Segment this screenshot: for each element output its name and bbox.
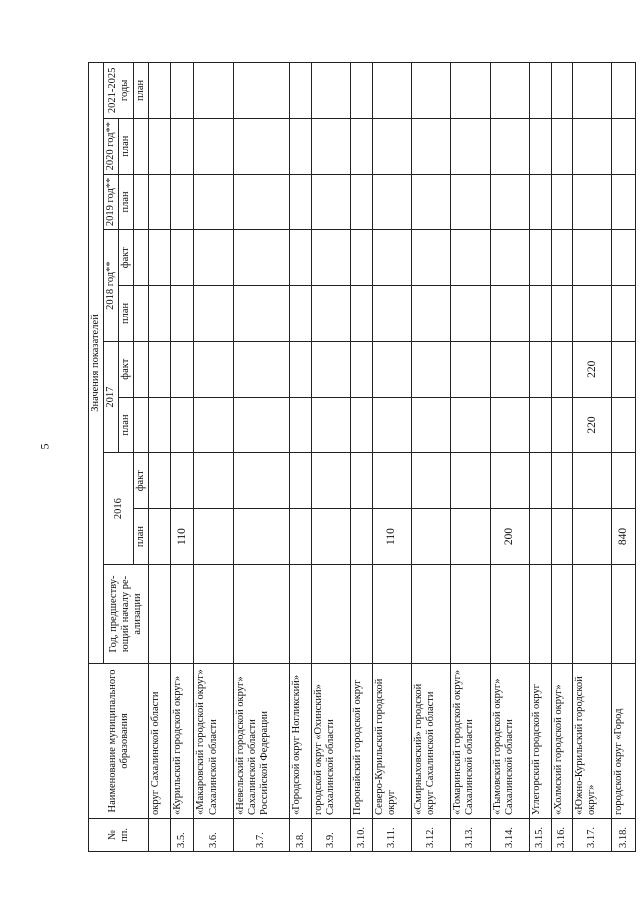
table-row — [233, 63, 290, 852]
fact-2016 — [194, 453, 233, 509]
fact-2018 — [312, 230, 351, 286]
row-number — [149, 818, 171, 851]
row-number: 3.13. — [451, 818, 490, 851]
plan-2018 — [612, 286, 636, 342]
fact-2016 — [612, 453, 636, 509]
header-fact: факт — [119, 341, 134, 397]
municipality-name: «Невельский городской округ» Сахалинской области Российской Федерации — [233, 664, 290, 819]
plan-2019 — [149, 174, 171, 230]
fact-2018 — [451, 230, 490, 286]
fact-2017 — [529, 341, 551, 397]
header-2021: 2021-2025 годы — [104, 63, 134, 119]
plan-2019 — [529, 174, 551, 230]
header-year-before: Год, предшеству-ющий началу ре-ализации — [104, 564, 149, 663]
plan-2017 — [529, 397, 551, 453]
fact-2017 — [551, 341, 573, 397]
table-row — [573, 63, 612, 852]
row-number: 3.18. — [612, 818, 636, 851]
fact-2018 — [194, 230, 233, 286]
plan-2019 — [451, 174, 490, 230]
year-before-value — [372, 564, 411, 663]
fact-2018 — [233, 230, 290, 286]
year-before-value — [529, 564, 551, 663]
plan-2019 — [412, 174, 451, 230]
year-before-value — [312, 564, 351, 663]
plan-2019 — [351, 174, 373, 230]
fact-2018 — [372, 230, 411, 286]
plan-2018 — [351, 286, 373, 342]
fact-2018 — [612, 230, 636, 286]
fact-2016 — [290, 453, 312, 509]
plan-2021 — [171, 63, 194, 119]
plan-2021 — [149, 63, 171, 119]
plan-2020 — [612, 118, 636, 174]
plan-2016: 110 — [171, 509, 194, 565]
fact-2018 — [490, 230, 529, 286]
plan-2020 — [529, 118, 551, 174]
row-number: 3.10. — [351, 818, 373, 851]
municipality-name: «Томаринский городской округ» Сахалинской области — [451, 664, 490, 819]
municipality-name: «Городской округ Ногликский» — [290, 664, 312, 819]
year-before-value — [194, 564, 233, 663]
fact-2017 — [372, 341, 411, 397]
fact-2018 — [551, 230, 573, 286]
table-row — [194, 63, 233, 852]
plan-2016: 110 — [372, 509, 411, 565]
fact-2016 — [573, 453, 612, 509]
plan-2021 — [551, 63, 573, 119]
plan-2021 — [312, 63, 351, 119]
plan-2017 — [490, 397, 529, 453]
fact-2017 — [149, 341, 171, 397]
header-no: № пп. — [89, 818, 149, 851]
header-2020: 2020 год** — [104, 118, 119, 174]
plan-2016: 200 — [490, 509, 529, 565]
fact-2017 — [612, 341, 636, 397]
plan-2021 — [451, 63, 490, 119]
plan-2016 — [412, 509, 451, 565]
plan-2018 — [573, 286, 612, 342]
plan-2020 — [412, 118, 451, 174]
fact-2017: 220 — [573, 341, 612, 397]
plan-2017 — [312, 397, 351, 453]
plan-2016 — [529, 509, 551, 565]
fact-2016 — [451, 453, 490, 509]
plan-2019 — [233, 174, 290, 230]
row-number: 3.12. — [412, 818, 451, 851]
plan-2017 — [372, 397, 411, 453]
fact-2018 — [412, 230, 451, 286]
plan-2017 — [171, 397, 194, 453]
plan-2017 — [290, 397, 312, 453]
row-number: 3.16. — [551, 818, 573, 851]
plan-2019 — [372, 174, 411, 230]
plan-2018 — [490, 286, 529, 342]
fact-2018 — [351, 230, 373, 286]
year-before-value — [171, 564, 194, 663]
municipality-name: «Макаровский городской округ» Сахалинской области — [194, 664, 233, 819]
row-number: 3.9. — [312, 818, 351, 851]
rotated-table-container — [88, 62, 636, 852]
table-row — [351, 63, 373, 852]
plan-2020 — [451, 118, 490, 174]
table-row — [372, 63, 411, 852]
plan-2020 — [573, 118, 612, 174]
year-before-value — [451, 564, 490, 663]
header-values-title: Значения показателей — [89, 63, 104, 664]
header-plan: план — [119, 174, 134, 230]
plan-2021 — [529, 63, 551, 119]
year-before-value — [490, 564, 529, 663]
table-row — [171, 63, 194, 852]
plan-2019 — [290, 174, 312, 230]
plan-2020 — [372, 118, 411, 174]
plan-2016 — [551, 509, 573, 565]
year-before-value — [290, 564, 312, 663]
row-number: 3.7. — [233, 818, 290, 851]
table-row — [612, 63, 636, 852]
fact-2018 — [529, 230, 551, 286]
fact-2016 — [529, 453, 551, 509]
plan-2018 — [451, 286, 490, 342]
header-plan: план — [134, 509, 149, 565]
row-number: 3.6. — [194, 818, 233, 851]
fact-2017 — [171, 341, 194, 397]
plan-2018 — [312, 286, 351, 342]
row-number: 3.5. — [171, 818, 194, 851]
plan-2016 — [194, 509, 233, 565]
fact-2017 — [290, 341, 312, 397]
fact-2018 — [149, 230, 171, 286]
municipality-name: округ Сахалинской области — [149, 664, 171, 819]
plan-2018 — [233, 286, 290, 342]
plan-2018 — [551, 286, 573, 342]
year-before-value — [351, 564, 373, 663]
plan-2016 — [451, 509, 490, 565]
row-number: 3.15. — [529, 818, 551, 851]
fact-2016 — [312, 453, 351, 509]
municipality-name: городской округ «Город — [612, 664, 636, 819]
fact-2016 — [372, 453, 411, 509]
header-2016: 2016 — [104, 453, 134, 565]
plan-2017: 220 — [573, 397, 612, 453]
fact-2016 — [233, 453, 290, 509]
fact-2017 — [194, 341, 233, 397]
plan-2017 — [412, 397, 451, 453]
plan-2016 — [351, 509, 373, 565]
fact-2017 — [351, 341, 373, 397]
municipality-name: «Южно-Курильский городской округ» — [573, 664, 612, 819]
plan-2019 — [551, 174, 573, 230]
plan-2019 — [573, 174, 612, 230]
year-before-value — [573, 564, 612, 663]
fact-2018 — [290, 230, 312, 286]
municipality-name: «Смирныховский» городской округ Сахалинской области — [412, 664, 451, 819]
plan-2021 — [233, 63, 290, 119]
table-row — [529, 63, 551, 852]
header-2017: 2017 — [104, 341, 119, 453]
fact-2016 — [412, 453, 451, 509]
plan-2021 — [372, 63, 411, 119]
plan-2018 — [290, 286, 312, 342]
indicators-table — [88, 62, 636, 852]
plan-2019 — [612, 174, 636, 230]
plan-2019 — [194, 174, 233, 230]
plan-2021 — [612, 63, 636, 119]
municipality-name: «Холмский городской округ» — [551, 664, 573, 819]
header-plan: план — [119, 286, 134, 342]
plan-2018 — [412, 286, 451, 342]
plan-2021 — [290, 63, 312, 119]
plan-2018 — [372, 286, 411, 342]
plan-2019 — [490, 174, 529, 230]
header-fact: факт — [134, 453, 149, 509]
year-before-value — [412, 564, 451, 663]
row-number: 3.11. — [372, 818, 411, 851]
plan-2017 — [612, 397, 636, 453]
table-row — [490, 63, 529, 852]
header-name: Наименование муниципального образования — [89, 664, 149, 819]
plan-2021 — [412, 63, 451, 119]
municipality-name: Северо-Курильский городской округ — [372, 664, 411, 819]
fact-2017 — [412, 341, 451, 397]
header-plan: план — [134, 63, 149, 119]
municipality-name: «Курильский городской округ» — [171, 664, 194, 819]
table-row — [451, 63, 490, 852]
row-number: 3.17. — [573, 818, 612, 851]
plan-2020 — [490, 118, 529, 174]
plan-2020 — [233, 118, 290, 174]
year-before-value — [551, 564, 573, 663]
fact-2018 — [171, 230, 194, 286]
fact-2016 — [490, 453, 529, 509]
header-2018: 2018 год** — [104, 230, 119, 342]
year-before-value — [233, 564, 290, 663]
plan-2016 — [290, 509, 312, 565]
fact-2017 — [312, 341, 351, 397]
header-fact: факт — [119, 230, 134, 286]
plan-2021 — [351, 63, 373, 119]
fact-2017 — [233, 341, 290, 397]
page-number: 5 — [37, 443, 52, 450]
municipality-name: «Тымовский городской округ» Сахалинской области — [490, 664, 529, 819]
plan-2018 — [194, 286, 233, 342]
fact-2016 — [171, 453, 194, 509]
plan-2018 — [171, 286, 194, 342]
plan-2018 — [529, 286, 551, 342]
plan-2020 — [312, 118, 351, 174]
municipality-name: Углегорский городской округ — [529, 664, 551, 819]
plan-2021 — [573, 63, 612, 119]
plan-2019 — [171, 174, 194, 230]
fact-2016 — [149, 453, 171, 509]
plan-2016 — [573, 509, 612, 565]
plan-2017 — [551, 397, 573, 453]
year-before-value — [612, 564, 636, 663]
plan-2021 — [490, 63, 529, 119]
plan-2020 — [171, 118, 194, 174]
fact-2017 — [490, 341, 529, 397]
table-row — [149, 63, 171, 852]
year-before-value — [149, 564, 171, 663]
header-plan: план — [119, 118, 134, 174]
plan-2017 — [149, 397, 171, 453]
table-row — [290, 63, 312, 852]
plan-2020 — [194, 118, 233, 174]
plan-2017 — [451, 397, 490, 453]
plan-2019 — [312, 174, 351, 230]
plan-2016 — [312, 509, 351, 565]
table-row — [551, 63, 573, 852]
plan-2020 — [149, 118, 171, 174]
municipality-name: городской округ «Охинский» Сахалинской области — [312, 664, 351, 819]
table-row — [312, 63, 351, 852]
plan-2016 — [149, 509, 171, 565]
fact-2018 — [573, 230, 612, 286]
fact-2016 — [351, 453, 373, 509]
plan-2017 — [194, 397, 233, 453]
plan-2016: 840 — [612, 509, 636, 565]
plan-2020 — [551, 118, 573, 174]
municipality-name: Поронайский городской округ — [351, 664, 373, 819]
header-plan: план — [119, 397, 134, 453]
row-number: 3.14. — [490, 818, 529, 851]
fact-2017 — [451, 341, 490, 397]
plan-2018 — [149, 286, 171, 342]
table-row — [412, 63, 451, 852]
header-2019: 2019 год** — [104, 174, 119, 230]
plan-2017 — [351, 397, 373, 453]
plan-2021 — [194, 63, 233, 119]
plan-2020 — [290, 118, 312, 174]
plan-2020 — [351, 118, 373, 174]
plan-2016 — [233, 509, 290, 565]
row-number: 3.8. — [290, 818, 312, 851]
plan-2017 — [233, 397, 290, 453]
fact-2016 — [551, 453, 573, 509]
